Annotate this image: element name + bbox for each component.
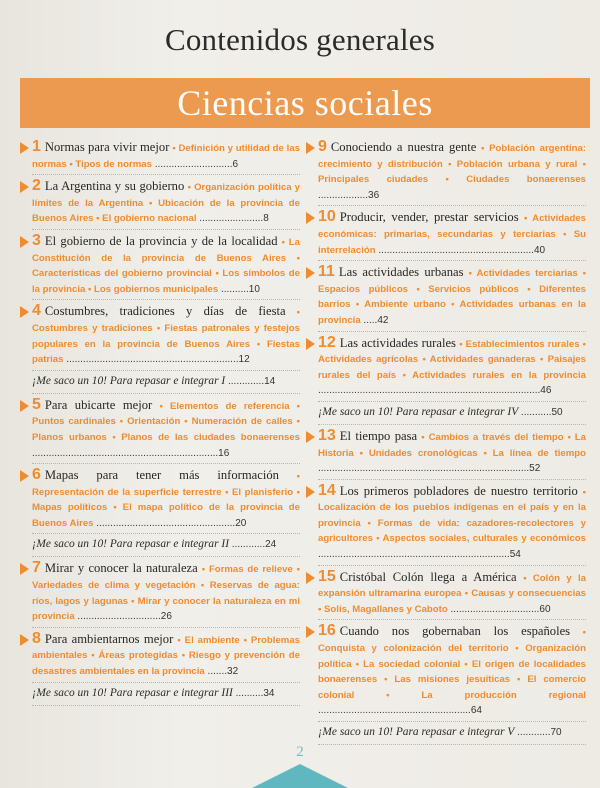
toc-entry-text (318, 140, 586, 203)
divider (32, 174, 300, 176)
chapter-topics: • Colón y la expansión ultramarina europea • Causas y consecuencias • Solís, Magallanes y Caboto (318, 572, 586, 615)
toc-entry-text (318, 333, 586, 399)
triangle-bullet-icon (306, 212, 315, 224)
chapter-topics: • Costumbres y tradiciones • Fiestas patronales y festejos populares en la provincia de Buenos Aires • Fiestas patrias (32, 307, 300, 366)
chapter-topics: • Formas de relieve • Variedades de clima y vegetación • Reservas de agua: ríos, lagos y lagunas • Mirar y conocer la naturaleza en mi provincia (32, 564, 300, 623)
page-ref: 60 (539, 603, 551, 615)
toc-entry-text (32, 231, 300, 297)
toc-entry-12[interactable] (318, 333, 586, 399)
page-ref: 8 (263, 213, 269, 225)
divider (318, 479, 586, 481)
page-ref: 24 (265, 539, 277, 551)
triangle-bullet-icon (20, 236, 29, 248)
review-title: ¡Me saco un 10! Para repasar e integrar I (32, 374, 226, 387)
leader-dots: ........................................................ (375, 244, 534, 256)
triangle-bullet-icon (20, 142, 29, 154)
leader-dots: .............................................................. (63, 354, 239, 366)
toc-entry-text (318, 210, 586, 258)
chapter-title: Producir, vender, prestar servicios (339, 210, 519, 225)
leader-dots: .......... (232, 687, 264, 699)
leader-dots: .................................................. (93, 517, 236, 529)
chapter-topics: • Establecimientos rurales • Actividades agrícolas • Actividades ganaderas • Paisajes rurales del país • Actividades rurales en la provincia (318, 338, 586, 381)
divider (32, 705, 300, 707)
toc-entry-text (32, 140, 300, 172)
chapter-number: 16 (318, 622, 336, 640)
page-ref: 20 (235, 517, 247, 529)
corner-decoration (252, 764, 348, 788)
toc-entry-text (32, 395, 300, 461)
chapter-title: Normas para vivir mejor (44, 140, 170, 154)
leader-dots: ............. (225, 375, 265, 387)
leader-dots: ....... (204, 666, 228, 678)
chapter-topics: • Localización de los pueblos indígenas en el país y en la provincia • Formas de vida: cazadores-recolectores y agricultores • Aspectos sociales, culturales y económicos (318, 486, 586, 545)
page-ref: 34 (263, 687, 275, 699)
triangle-bullet-icon (306, 338, 315, 350)
chapter-topics: • Actividades económicas: primarias, secundarias y terciarias • Su interrelación (318, 213, 586, 256)
triangle-bullet-icon (306, 572, 315, 584)
chapter-title: Los primeros pobladores de nuestro territorio (339, 483, 578, 498)
chapter-topics: • Definición y utilidad de las normas • Tipos de normas (32, 143, 300, 170)
triangle-bullet-icon (306, 267, 315, 279)
leader-dots: ................................................................................ (318, 385, 541, 397)
page-number: 2 (296, 744, 304, 760)
toc-entry-10[interactable] (318, 210, 586, 258)
triangle-bullet-icon (20, 400, 29, 412)
chapter-title: Mirar y conocer la naturaleza (44, 561, 198, 576)
leader-dots: ............ (514, 727, 551, 738)
chapter-number: 15 (318, 567, 336, 585)
page-ref: 14 (264, 375, 276, 387)
toc-entry-text (32, 468, 300, 531)
toc-entry-8[interactable] (32, 629, 300, 680)
page-ref: 70 (550, 727, 562, 738)
page-ref: 12 (238, 354, 250, 366)
chapter-number: 5 (32, 395, 41, 413)
divider (318, 424, 586, 426)
review-title: ¡Me saco un 10! Para repasar e integrar II (32, 538, 229, 551)
chapter-topics: • Organización política y límites de la Argentina • Ubicación de la provincia de Buenos Aires • El gobierno nacional (32, 182, 300, 225)
chapter-title: Para ambientarnos mejor (44, 631, 174, 646)
chapter-number: 14 (318, 481, 336, 499)
toc-entry-14[interactable] (318, 481, 586, 563)
chapter-topics: • La Constitución de la provincia de Buenos Aires • Características del gobierno provincial • Los símbolos de la provincia • Los gobiernos municipales (32, 236, 300, 295)
page-ref: 50 (551, 406, 563, 418)
chapter-title: Cuando nos gobernaban los españoles (339, 624, 571, 639)
review-entry[interactable] (318, 726, 586, 738)
page-title: Contenidos generales (164, 22, 435, 57)
leader-dots: ........... (518, 406, 552, 418)
leader-dots: ............................................................................ (318, 463, 530, 475)
divider (32, 299, 300, 301)
page-ref: 36 (368, 189, 380, 201)
review-entry[interactable] (318, 406, 586, 418)
toc-entry-text (318, 426, 587, 477)
chapter-title: Cristóbal Colón llega a América (339, 569, 517, 584)
toc-entry-text (32, 179, 300, 227)
page-ref: 26 (160, 611, 172, 623)
divider (32, 229, 300, 231)
divider (32, 682, 300, 684)
leader-dots: ..... (360, 314, 378, 326)
triangle-bullet-icon (20, 470, 29, 482)
toc-entry-text (318, 567, 586, 618)
divider (318, 205, 586, 207)
chapter-title: La Argentina y su gobierno (44, 179, 185, 194)
divider (318, 401, 586, 403)
chapter-number: 2 (32, 177, 41, 195)
chapter-title: Las actividades rurales (339, 335, 456, 350)
divider (32, 533, 300, 535)
page-ref: 52 (529, 463, 541, 475)
chapter-title: Costumbres, tradiciones y días de fiesta (44, 304, 286, 319)
toc-entry-11[interactable] (318, 265, 586, 328)
chapter-title: El tiempo pasa (339, 428, 418, 443)
divider (318, 331, 586, 333)
page-ref: 16 (218, 447, 230, 459)
leader-dots: .......... (218, 283, 249, 295)
chapter-topics: • Cambios a través del tiempo • La Historia • Unidades cronológicas • La línea de tiempo (318, 431, 587, 459)
toc-entry-6[interactable] (32, 468, 300, 531)
page-ref: 40 (533, 244, 546, 256)
section-banner (20, 78, 590, 128)
leader-dots: ............................ (151, 158, 233, 170)
chapter-number: 12 (318, 333, 336, 351)
toc-entry-text (32, 304, 300, 367)
toc-entry-3[interactable] (32, 231, 300, 297)
divider (32, 627, 300, 629)
toc-entry-1[interactable] (32, 140, 300, 172)
chapter-number: 3 (32, 231, 41, 249)
chapter-topics: • Representación de la superficie terrestre • El planisferio • Mapas políticos • El mapa político de la provincia de Buenos Aires (32, 471, 300, 529)
chapter-topics: • El ambiente • Problemas ambientales • Áreas protegidas • Riesgo y prevención de desastres ambientales en la provincia (32, 634, 300, 678)
page-ref: 6 (232, 158, 239, 170)
chapter-number: 9 (318, 138, 327, 155)
triangle-bullet-icon (306, 626, 315, 638)
chapter-title: Mapas para tener más información (44, 468, 279, 483)
toc-entry-13[interactable] (318, 426, 587, 477)
leader-dots: ................................ (447, 603, 540, 615)
triangle-bullet-icon (306, 142, 315, 154)
toc-entry-2[interactable] (32, 179, 300, 227)
toc-entry-5[interactable] (32, 395, 300, 461)
toc-entry-text (318, 624, 586, 719)
page-ref: 32 (227, 666, 239, 678)
review-title: ¡Me saco un 10! Para repasar e integrar IV (318, 405, 519, 418)
divider (32, 556, 300, 558)
toc-entry-16[interactable] (318, 624, 586, 719)
page-ref: 42 (377, 314, 389, 326)
page-ref: 10 (248, 283, 260, 295)
chapter-number: 11 (318, 263, 335, 281)
review-entry[interactable] (32, 538, 300, 550)
chapter-number: 4 (32, 302, 41, 320)
chapter-title: Conociendo a nuestra gente (330, 140, 477, 154)
toc-entry-text (32, 629, 300, 680)
divider (32, 463, 300, 465)
triangle-bullet-icon (20, 634, 29, 646)
chapter-topics: • Elementos de referencia • Puntos cardinales • Orientación • Numeración de calles • Planos urbanos • Planos de las ciudades bonaerenses (32, 400, 300, 443)
toc-entry-4[interactable] (32, 304, 300, 367)
chapter-topics: • Conquista y colonización del territorio • Organización política • La sociedad colonial • El origen de localidades bonaerenses • Las misiones jesuíticas • El comercio colonial • La producción regional (318, 627, 586, 701)
leader-dots: ................................................................... (32, 447, 219, 459)
triangle-bullet-icon (20, 563, 29, 575)
leader-dots: .............................. (74, 611, 161, 623)
review-entry[interactable] (32, 375, 300, 387)
leader-dots: ....................................................... (318, 705, 471, 717)
divider (318, 260, 586, 262)
chapter-topics: • Población argentina: crecimiento y distribución • Población urbana y rural • Principales ciudades • Ciudades bonaerenses (318, 143, 586, 186)
chapter-number: 7 (32, 559, 41, 577)
divider (318, 565, 586, 567)
triangle-bullet-icon (306, 431, 315, 443)
chapter-number: 13 (318, 426, 336, 444)
page-ref: 54 (509, 549, 521, 561)
chapter-topics: • Actividades terciarias • Espacios públicos • Servicios públicos • Diferentes barrios • Ambiente urbano • Actividades urbanas en la provincia (318, 268, 586, 326)
toc-entry-15[interactable] (318, 567, 586, 618)
leader-dots: ..................................................................... (318, 549, 510, 561)
toc-entry-9[interactable] (318, 140, 586, 203)
triangle-bullet-icon (20, 306, 29, 318)
toc-entry-text (32, 561, 300, 624)
toc-entry-text (318, 481, 586, 563)
divider (318, 619, 586, 621)
review-title: ¡Me saco un 10! Para repasar e integrar III (32, 686, 233, 699)
left-column (32, 140, 300, 710)
review-entry[interactable] (32, 687, 300, 699)
leader-dots: .................. (318, 189, 369, 201)
review-title: ¡Me saco un 10! Para repasar e integrar V (318, 726, 515, 738)
chapter-title: El gobierno de la provincia y de la localidad (44, 233, 278, 248)
chapter-number: 6 (32, 466, 41, 484)
section-title: Ciencias sociales (177, 83, 433, 123)
page-ref: 64 (470, 705, 482, 717)
page-ref: 46 (540, 385, 552, 397)
toc-entry-7[interactable] (32, 561, 300, 624)
right-column (318, 140, 586, 749)
divider (318, 721, 586, 723)
leader-dots: ....................... (196, 213, 264, 225)
chapter-number: 1 (32, 138, 41, 155)
triangle-bullet-icon (20, 181, 29, 193)
chapter-title: Las actividades urbanas (338, 265, 464, 280)
toc-entry-text (318, 265, 586, 328)
chapter-title: Para ubicarte mejor (44, 397, 153, 412)
divider (32, 393, 300, 395)
leader-dots: ............ (229, 539, 266, 551)
triangle-bullet-icon (306, 486, 315, 498)
chapter-number: 8 (32, 629, 41, 647)
chapter-number: 10 (318, 208, 336, 226)
divider (32, 370, 300, 372)
